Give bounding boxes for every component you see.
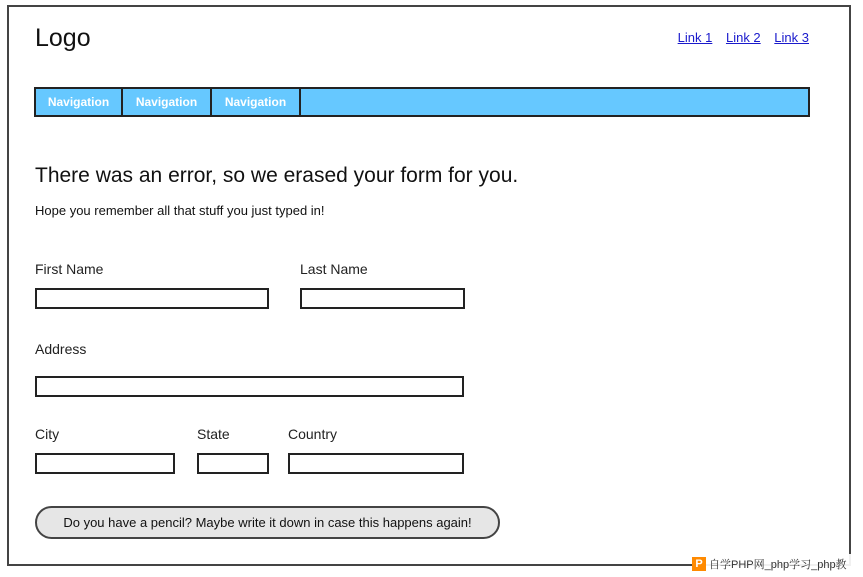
php-logo-icon: P [692,557,706,571]
pencil-note: Do you have a pencil? Maybe write it down in case this happens again! [35,506,500,539]
city-label: City [35,426,60,442]
nav-item-3[interactable]: Navigation [212,89,301,115]
country-input[interactable] [288,453,464,474]
country-label: Country [288,426,338,442]
state-label: State [197,426,230,442]
address-label: Address [35,341,87,357]
nav-item-2[interactable]: Navigation [123,89,212,115]
last-name-input[interactable] [300,288,465,309]
link-1[interactable]: Link 1 [677,30,713,45]
first-name-input[interactable] [35,288,269,309]
address-input[interactable] [35,376,464,397]
error-subheading: Hope you remember all that stuff you just typed in! [35,203,325,218]
link-2[interactable]: Link 2 [725,30,761,45]
city-input[interactable] [35,453,175,474]
page-frame [7,5,851,566]
first-name-label: First Name [35,261,104,277]
state-input[interactable] [197,453,269,474]
logo: Logo [35,24,91,52]
nav-item-1[interactable]: Navigation [36,89,123,115]
last-name-label: Last Name [300,261,368,277]
watermark [692,554,851,574]
watermark-text: 自学PHP网_php学习_php教 [709,559,847,571]
top-links [668,30,809,45]
error-heading: There was an error, so we erased your form for you. [35,164,519,187]
link-3[interactable]: Link 3 [774,30,809,45]
navigation-bar [34,87,810,117]
